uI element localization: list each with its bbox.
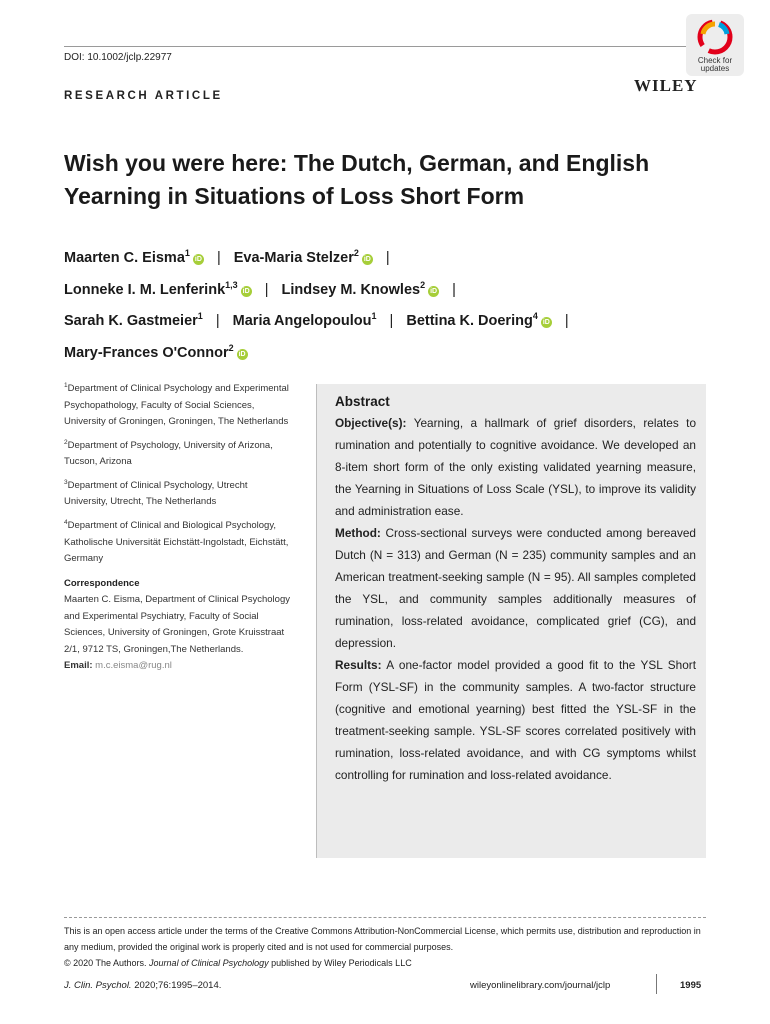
orcid-icon[interactable]: iD xyxy=(430,287,438,295)
author-separator: | xyxy=(389,313,394,330)
license-text xyxy=(64,923,706,971)
author-line xyxy=(64,240,714,272)
author-separator: | xyxy=(215,313,220,330)
copyright-line: © 2020 The Authors. Journal of Clinical Psychology published by Wiley Periodicals LLC xyxy=(64,958,412,968)
abstract-objective: Objective(s): Yearning, a hallmark of grief disorders, relates to rumination and potentially to cognitive avoidance. We developed an 8-item short form of the only existing validated yearning measure, the Yearning in Situations of Loss Scale (YSL), to improve its validity and administration ease. xyxy=(335,416,696,518)
header-rule xyxy=(64,46,706,47)
journal-site-link[interactable]: wileyonlinelibrary.com/journal/jclp xyxy=(470,980,611,991)
orcid-icon[interactable]: iD xyxy=(363,255,371,263)
abstract-method: Method: Cross-sectional surveys were conducted among bereaved Dutch (N = 313) and German (N = 235) community samples and an American treatment-seeking sample (N = 95). All samples completed the YSL, and community samples additionally measures of rumination, loss-related avoidance, complicated grief (CG), and depression. xyxy=(335,526,696,650)
author-line xyxy=(64,272,714,304)
correspondence-email xyxy=(64,658,290,675)
author-name[interactable]: Lonneke I. M. Lenferink$^{1,3}$ xyxy=(64,279,238,298)
author-name[interactable]: Sarah K. Gastmeier$^1$ xyxy=(64,311,203,330)
orcid-icon[interactable]: iD xyxy=(238,351,246,359)
author-name[interactable]: Maarten C. Eisma$^1$ xyxy=(64,248,190,266)
license-line: This is an open access article under the terms of the Creative Commons Attribution-NonCommercial License, which permits use, distribution and reproduction in any medium, provided the original work is properly cited and is not used for commercial purposes. xyxy=(64,926,701,952)
page-divider xyxy=(656,974,657,994)
page-number: 1995 xyxy=(680,980,702,991)
author-separator: | xyxy=(564,313,569,330)
author-name[interactable]: Maria Angelopoulou$^1$ xyxy=(232,311,377,330)
affiliation: $^2$Department of Psychology, University of Arizona, Tucson, Arizona xyxy=(64,438,273,468)
affiliation: $^3$Department of Clinical Psychology, Utrecht University, Utrecht, The Netherlands xyxy=(64,478,248,508)
check-for-updates-icon xyxy=(697,19,733,55)
affiliation: $^1$Department of Clinical Psychology and Experimental Psychopathology, Faculty of Social Sciences, University of Groningen, Groningen, The Netherlands xyxy=(64,382,289,428)
article-title: Wish you were here: The Dutch, German, and English Yearning in Situations of Loss Short Form xyxy=(64,150,650,209)
author-name[interactable]: Lindsey M. Knowles$^2$ xyxy=(281,279,426,298)
author-separator: | xyxy=(385,249,390,266)
badge-label: Check for updates xyxy=(697,56,733,73)
abstract-results: Results: A one-factor model provided a good fit to the YSL Short Form (YSL-SF) in the community samples. A two-factor structure (cognitive and emotional yearning) best fitted the YSL-SF in the treatment-seeking sample. YSL-SF scores correlated positively with rumination, loss-related avoidance, and with CG symptoms whilst controlling for rumination and loss-related avoidance. xyxy=(335,658,696,782)
orcid-icon[interactable]: iD xyxy=(194,255,202,263)
abstract-heading: Abstract xyxy=(335,394,390,409)
email-label: Email: xyxy=(64,660,93,672)
correspondence-text: Maarten C. Eisma, Department of Clinical Psychology and Experimental Psychiatry, Faculty of Social Sciences, University of Groningen, Grote Kruisstraat 2/1, 9712 TS, Groningen,The Netherlands. xyxy=(64,594,290,655)
correspondence-heading: Correspondence xyxy=(64,577,140,589)
affiliations xyxy=(64,378,290,675)
author-line xyxy=(64,335,714,367)
author-line xyxy=(64,304,714,336)
orcid-icon[interactable]: iD xyxy=(242,287,250,295)
orcid-icon[interactable]: iD xyxy=(542,319,550,327)
section-label: RESEARCH ARTICLE xyxy=(64,90,223,102)
author-list xyxy=(64,240,714,367)
author-separator: | xyxy=(264,281,269,298)
author-separator: | xyxy=(452,281,456,298)
doi[interactable]: DOI: 10.1002/jclp.22977 xyxy=(64,52,172,63)
author-separator: | xyxy=(216,249,221,266)
email-link[interactable]: m.c.eisma@rug.nl xyxy=(95,660,172,672)
author-name[interactable]: Mary-Frances O'Connor$^2$ xyxy=(64,343,234,362)
footer-rule xyxy=(64,917,706,918)
check-for-updates-badge[interactable] xyxy=(686,14,744,76)
publisher-logo: WILEY xyxy=(634,76,698,95)
affiliation: $^4$Department of Clinical and Biological Psychology, Katholische Universität Eichstätt-Ingolstadt, Eichstätt, Germany xyxy=(64,518,289,565)
author-name[interactable]: Eva-Maria Stelzer$^2$ xyxy=(233,248,359,266)
abstract-box xyxy=(316,384,706,858)
journal-citation: J. Clin. Psychol. 2020;76:1995–2014. xyxy=(64,980,222,991)
author-name[interactable]: Bettina K. Doering$^4$ xyxy=(406,311,538,330)
